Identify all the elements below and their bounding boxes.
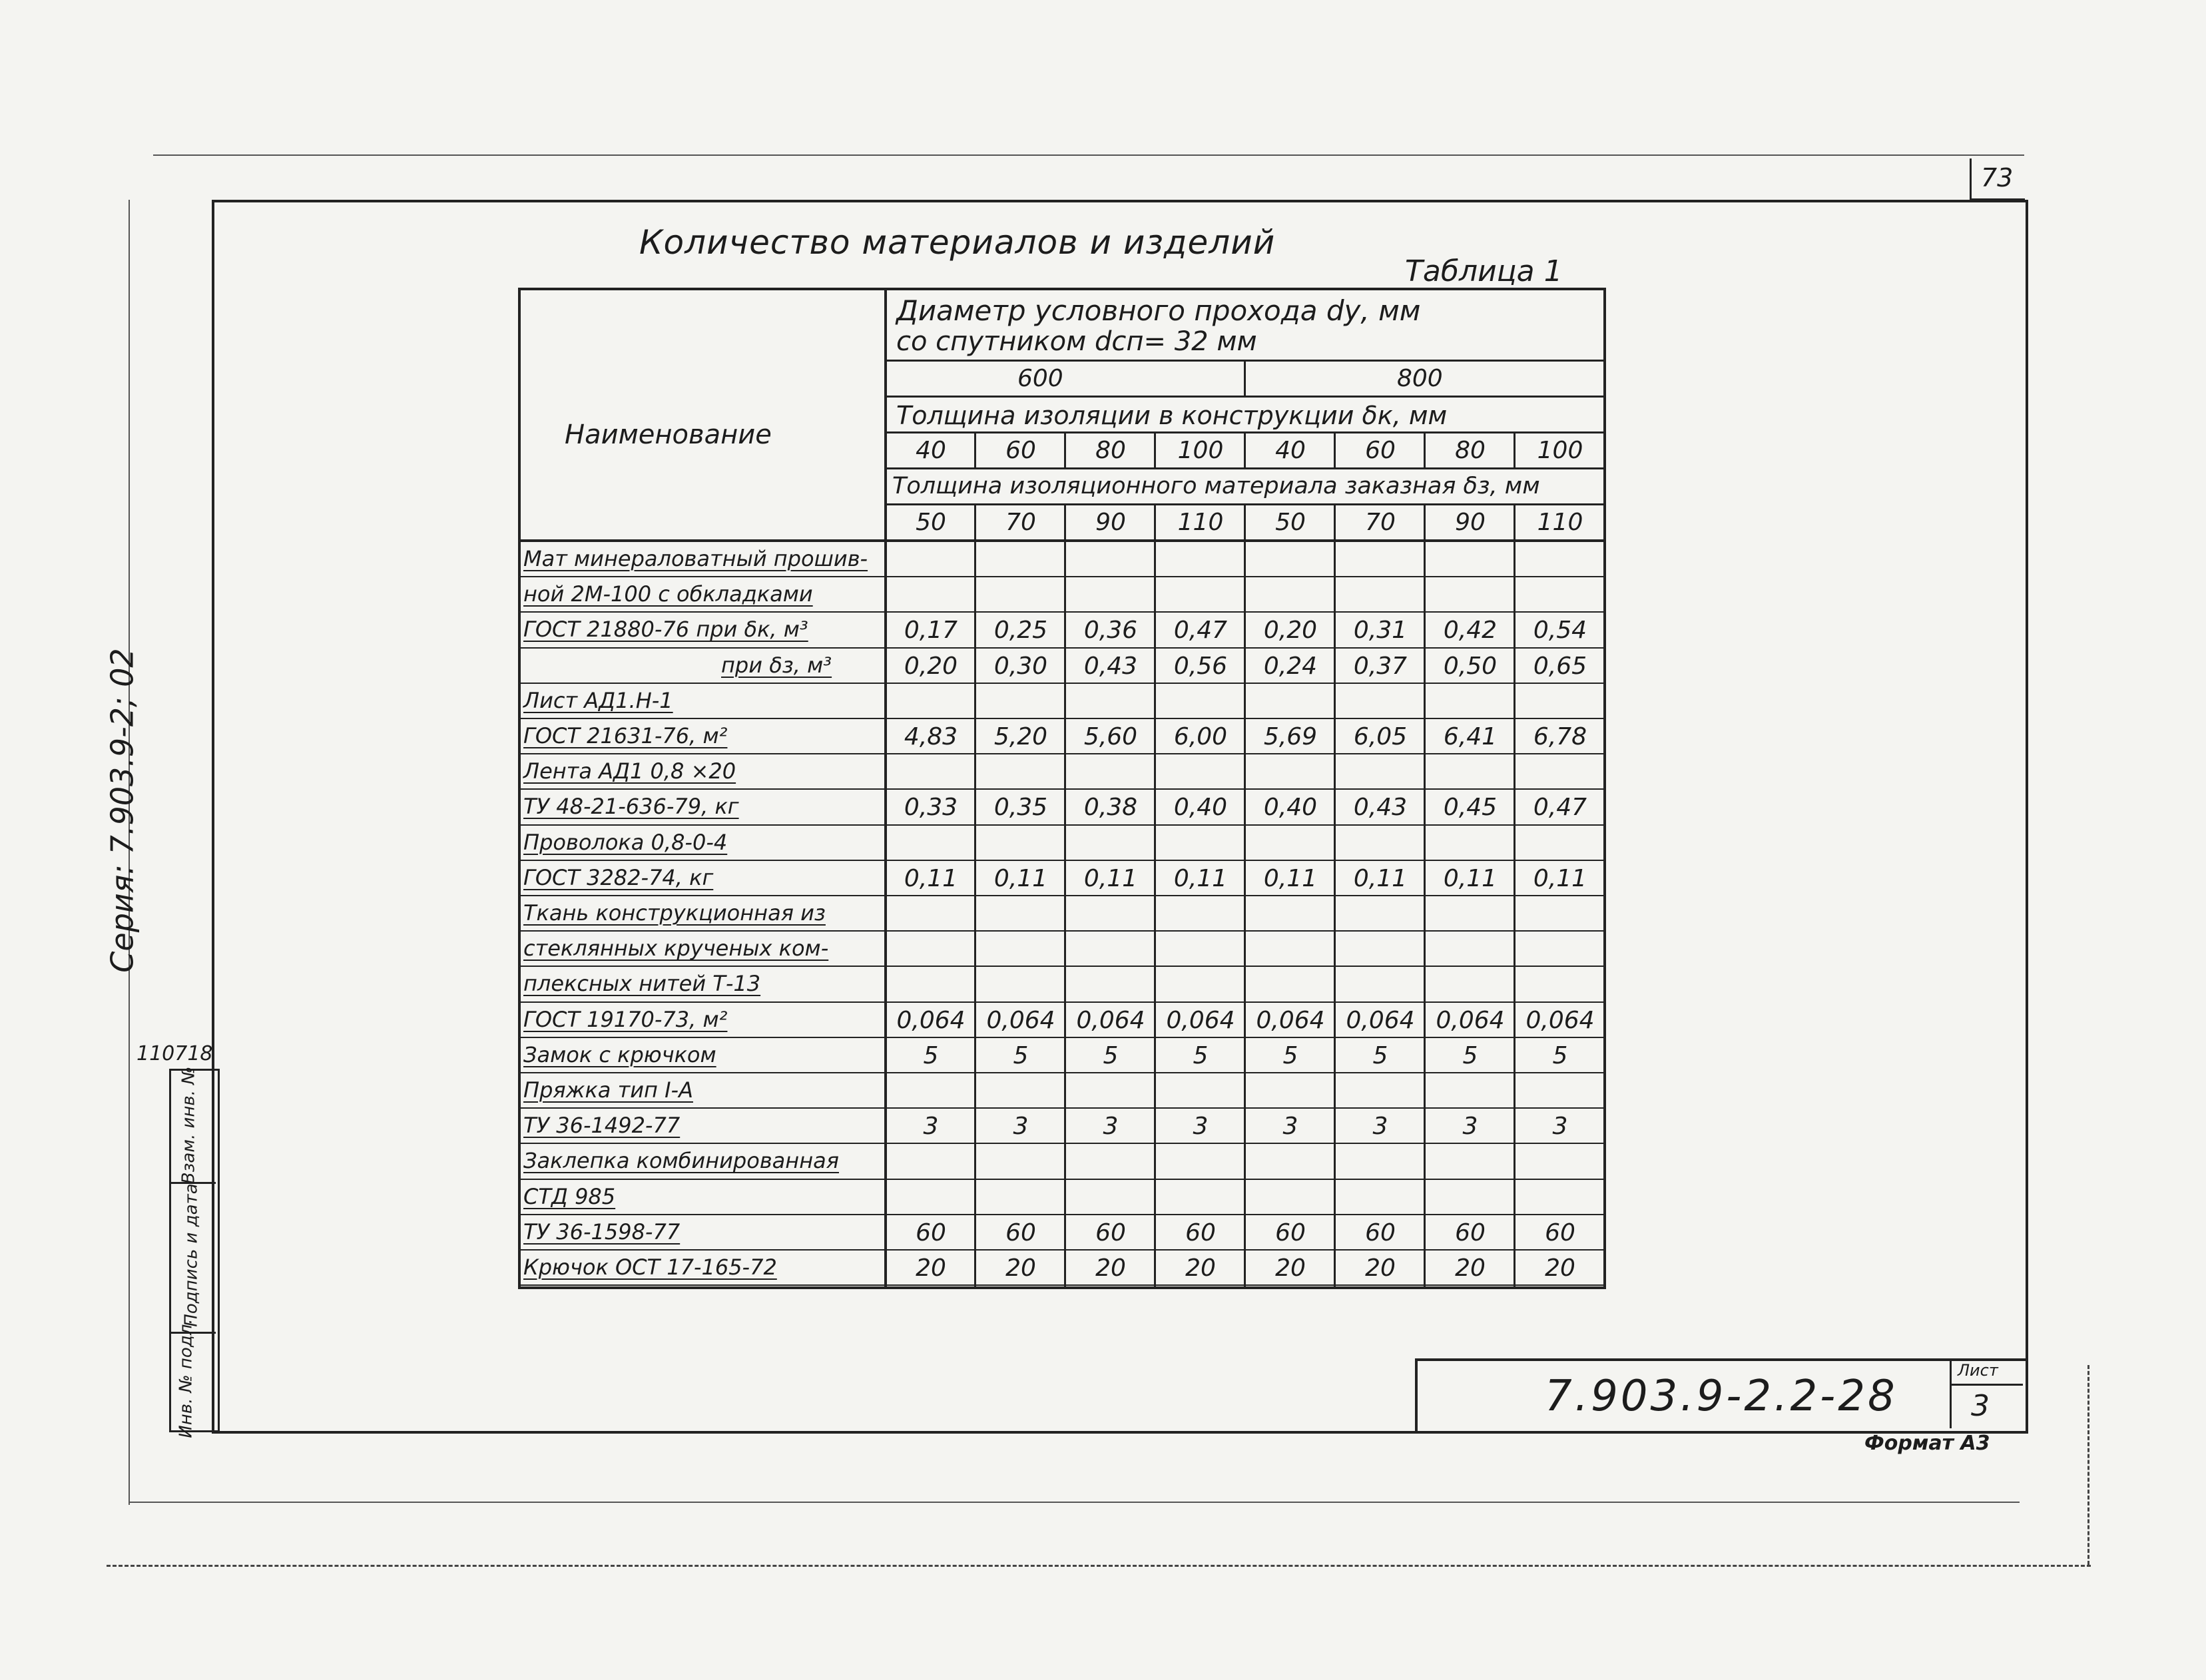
thickness-value: 60 [1365,437,1396,464]
row-label: Ткань конструкционная из [523,900,826,926]
sheet-number: 3 [1971,1389,1990,1423]
table-cell: 0,064 [986,1006,1055,1034]
row-label: ной 2М-100 с обкладками [523,581,813,607]
table-cell: 0,20 [1263,617,1318,645]
format-label: Формат А3 [1864,1432,1990,1455]
table-cell: 5 [1193,1041,1209,1069]
table-cell: 0,11 [1353,864,1408,892]
row-line [518,895,1603,896]
row-line [518,966,1603,967]
table-cell: 60 [1185,1219,1216,1247]
table-cell: 0,42 [1443,617,1498,645]
order-value: 50 [1275,509,1306,536]
row-line [518,753,1603,754]
table-cell: 5 [1013,1041,1029,1069]
table-cell: 0,064 [1346,1006,1415,1034]
row-label: ТУ 36-1598-77 [523,1219,681,1245]
outer-bottom-line [129,1502,2020,1503]
row-line [518,860,1603,861]
order-value: 70 [1365,509,1396,536]
dashed-cut-line [107,1565,2091,1567]
table-cell: 0,064 [1256,1006,1325,1034]
dashed-right-line [2087,1365,2089,1565]
materials-table [518,288,1603,1286]
table-cell: 60 [1545,1219,1575,1247]
thickness-value: 80 [1095,437,1126,464]
thickness-value: 60 [1005,437,1036,464]
table-cell: 0,43 [1083,652,1138,680]
row-line [518,611,1603,613]
table-cell: 5 [1462,1041,1478,1069]
table-cell: 5,69 [1263,723,1318,750]
diameter-600: 600 [1017,365,1063,392]
row-label: ГОСТ 21880-76 при δк, м³ [523,617,808,643]
table-cell: 3 [1552,1113,1568,1141]
order-value: 90 [1095,509,1126,536]
row-line [518,1284,1603,1286]
row-line [518,1179,1603,1180]
table-cell: 0,33 [904,794,958,822]
row-label: ГОСТ 21631-76, м² [523,723,728,748]
table-cell: 0,35 [993,794,1048,822]
order-value: 50 [916,509,946,536]
table-cell: 6,00 [1173,723,1228,750]
table-cell: 60 [1095,1219,1126,1247]
name-header: Наименование [565,420,772,450]
row-line [518,718,1603,719]
thickness-value: 100 [1537,437,1583,464]
row-line [518,1214,1603,1215]
row-label: ТУ 36-1492-77 [523,1113,681,1139]
row-line [518,1072,1603,1073]
table-cell: 0,40 [1173,794,1228,822]
row-label: Крючок ОСТ 17-165-72 [523,1255,777,1280]
row-label: Заклепка комбинированная [523,1148,839,1174]
thickness-value: 80 [1455,437,1486,464]
table-cell: 60 [1365,1219,1396,1247]
table-cell: 0,064 [1525,1006,1595,1034]
diameter-divider [1244,360,1246,396]
row-label: Пряжка тип I-А [523,1077,693,1103]
row-label: плексных нитей Т-13 [523,971,761,997]
table-cell: 6,05 [1353,723,1408,750]
table-cell: 0,31 [1353,617,1408,645]
order-value: 110 [1177,509,1224,536]
order-header: Толщина изоляционного материала заказная δз, мм [892,473,1540,499]
table-cell: 0,30 [993,652,1048,680]
table-cell: 0,45 [1443,794,1498,822]
row-line [518,1143,1603,1144]
table-cell: 0,36 [1083,617,1138,645]
table-cell: 3 [1013,1113,1029,1141]
table-cell: 5,60 [1083,723,1138,750]
table-cell: 0,11 [1533,864,1587,892]
document-code: 7.903.9-2.2-28 [1545,1372,1898,1421]
thickness-value: 40 [916,437,946,464]
page-title: Количество материалов и изделий [639,223,1276,262]
table-cell: 5 [1282,1041,1298,1069]
table-cell: 0,40 [1263,794,1318,822]
table-cell: 0,43 [1353,794,1408,822]
table-cell: 20 [1095,1255,1126,1282]
table-cell: 0,47 [1173,617,1228,645]
table-cell: 0,17 [904,617,958,645]
table-cell: 0,064 [1076,1006,1145,1034]
row-label: при δз, м³ [721,652,832,678]
thickness-header: Толщина изоляции в конструкции δк, мм [896,401,1448,430]
table-cell: 3 [923,1113,939,1141]
table-cell: 0,11 [1263,864,1318,892]
header-bottom-line [518,539,1603,542]
table-cell: 0,54 [1533,617,1587,645]
header-line [884,396,1603,398]
table-cell: 60 [1275,1219,1306,1247]
diameter-800: 800 [1397,365,1443,392]
table-cell: 5,20 [993,723,1048,750]
table-cell: 5 [1103,1041,1119,1069]
table-cell: 60 [1455,1219,1486,1247]
header-line [884,467,1603,469]
row-line [518,930,1603,932]
table-cell: 0,56 [1173,652,1228,680]
table-cell: 4,83 [904,723,958,750]
row-line [518,824,1603,826]
table-cell: 0,65 [1533,652,1587,680]
table-cell: 3 [1103,1113,1119,1141]
table-cell: 20 [1275,1255,1306,1282]
table-label: Таблица 1 [1405,254,1563,288]
top-trim-line [153,154,2024,156]
side-stamp-label: Взам. инв. № [178,1066,199,1185]
table-cell: 20 [1005,1255,1036,1282]
table-cell: 6,78 [1533,723,1587,750]
table-cell: 60 [1005,1219,1036,1247]
thickness-value: 40 [1275,437,1306,464]
table-cell: 0,37 [1353,652,1408,680]
title-block-divider [1950,1384,2023,1386]
table-cell: 0,11 [904,864,958,892]
row-line [518,647,1603,649]
row-label: Лента АД1 0,8 ×20 [523,758,736,784]
row-line [518,788,1603,790]
row-label: Замок с крючком [523,1041,716,1067]
row-label: СТД 985 [523,1183,616,1209]
row-label: Лист АД1.Н-1 [523,687,673,713]
row-label: Мат минераловатный прошив- [523,546,868,571]
table-cell: 0,064 [1166,1006,1235,1034]
table-cell: 0,11 [1083,864,1138,892]
table-cell: 6,41 [1443,723,1498,750]
order-value: 90 [1455,509,1486,536]
table-cell: 0,25 [993,617,1048,645]
sheet-label: Лист [1958,1361,1998,1380]
row-label: ГОСТ 3282-74, кг [523,864,714,890]
row-label: Проволока 0,8-0-4 [523,829,728,855]
table-cell: 0,064 [1436,1006,1505,1034]
series-text: Серия: 7.903.9-2; 02 [104,648,140,973]
row-line [518,683,1603,684]
table-cell: 3 [1372,1113,1388,1141]
thickness-value: 100 [1177,437,1224,464]
table-cell: 0,47 [1533,794,1587,822]
row-label: ГОСТ 19170-73, м² [523,1006,728,1032]
table-cell: 0,11 [993,864,1048,892]
table-cell: 0,38 [1083,794,1138,822]
table-cell: 60 [916,1219,946,1247]
table-cell: 0,50 [1443,652,1498,680]
diameter-subheader: со спутником dсп= 32 мм [896,326,1257,357]
table-cell: 20 [1185,1255,1216,1282]
table-cell: 5 [1372,1041,1388,1069]
order-value: 110 [1537,509,1583,536]
title-block-divider [1950,1358,1952,1428]
side-stamp-label: Подпись и дата [181,1183,202,1327]
row-line [518,576,1603,577]
archive-number: 110718 [137,1042,213,1065]
row-label: ТУ 48-21-636-79, кг [523,794,739,820]
page-number: 73 [1981,163,2014,192]
table-cell: 0,064 [896,1006,965,1034]
table-cell: 20 [1545,1255,1575,1282]
side-stamp-label: Инв. № подл. [176,1318,196,1438]
diameter-header: Диаметр условного прохода dу, мм [896,294,1421,327]
table-cell: 3 [1282,1113,1298,1141]
table-cell: 20 [1455,1255,1486,1282]
row-line [518,1249,1603,1251]
table-cell: 0,11 [1173,864,1228,892]
table-cell: 0,24 [1263,652,1318,680]
row-line [518,1107,1603,1109]
table-cell: 5 [923,1041,939,1069]
row-label: стеклянных крученых ком- [523,936,829,962]
row-line [518,1037,1603,1038]
row-line [518,1001,1603,1003]
table-cell: 0,20 [904,652,958,680]
order-value: 70 [1005,509,1036,536]
table-cell: 5 [1552,1041,1568,1069]
table-cell: 3 [1193,1113,1209,1141]
table-cell: 20 [1365,1255,1396,1282]
table-cell: 0,11 [1443,864,1498,892]
table-cell: 3 [1462,1113,1478,1141]
table-cell: 20 [916,1255,946,1282]
